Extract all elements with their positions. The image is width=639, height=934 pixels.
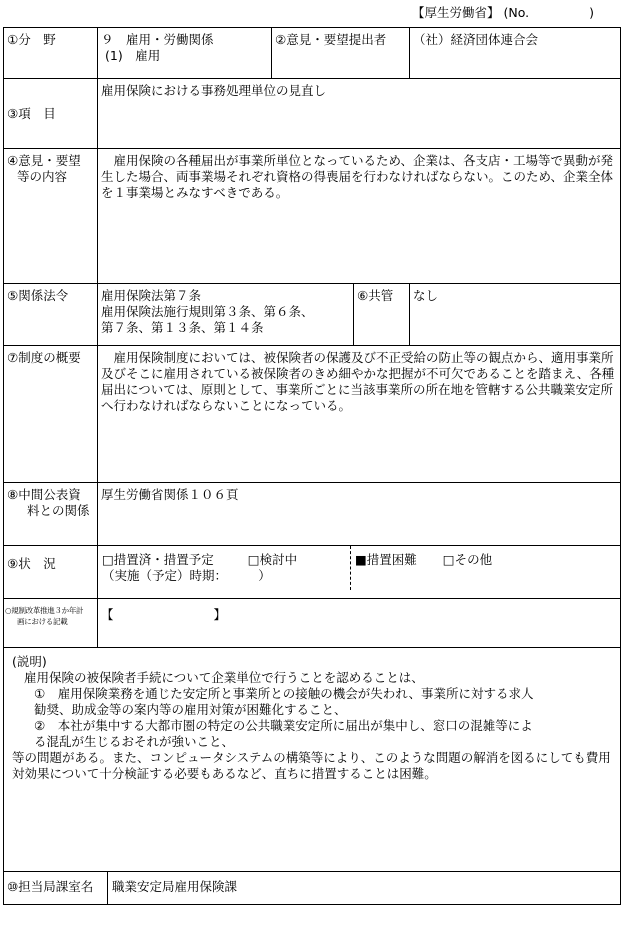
status-label: ⑨状 況	[4, 546, 98, 599]
interim-label-line2: 料との関係	[27, 503, 90, 518]
request-label-line1: ④意見・要望	[7, 153, 81, 168]
status-left	[98, 546, 351, 590]
interim-value: 厚生労働省関係１０６頁	[98, 483, 621, 546]
request-form-table	[3, 27, 621, 905]
plan-value: 【 】	[98, 599, 621, 648]
interim-label	[4, 483, 98, 546]
plan-label	[4, 599, 98, 648]
row-status	[4, 546, 621, 599]
laws-line1: 雇用保険法第７条	[101, 288, 202, 303]
status-option-done[interactable]: □措置済・措置予定	[102, 552, 214, 567]
submitter-value: （社）経済団体連合会	[410, 28, 621, 79]
division-label: ⑩担当局課室名	[4, 872, 108, 904]
system-label: ⑦制度の概要	[4, 346, 98, 483]
system-value: 雇用保険制度においては、被保険者の保護及び不正受給の防止等の観点から、適用事業所及びそこに雇用されている被保険者のきめ細やかな把握が不可欠であることを踏まえ、各種届出については、原則として、事業所ごとに当該事業所の所在地を管轄する公共職業安定所へ行わなければならないことになっている。	[98, 346, 621, 483]
status-right	[351, 546, 620, 590]
field-value	[98, 28, 272, 79]
status-option-other[interactable]: □その他	[442, 552, 493, 567]
number-label: (No.	[503, 5, 530, 20]
explanation-cell	[4, 648, 621, 872]
row-plan	[4, 599, 621, 648]
item-label: ③項 目	[4, 79, 98, 149]
explanation-p4: 等の問題がある。また、コンピュータシステムの構築等により、このような問題の解消を図るにしても費用対効果について十分検証する必要もあるなど、直ちに措置することは困難。	[12, 750, 611, 781]
field-value-line2: (1) 雇用	[105, 48, 161, 63]
laws-value	[98, 284, 354, 346]
field-value-line1: ９ 雇用・労働関係	[101, 32, 214, 47]
row-explanation	[4, 648, 621, 872]
row-request	[4, 149, 621, 284]
status-schedule: （実施（予定）時期： ）	[102, 568, 271, 583]
status-option-difficult[interactable]: ■措置困難	[355, 552, 417, 567]
interim-label-line1: ⑧中間公表資	[7, 487, 81, 502]
row-interim	[4, 483, 621, 546]
laws-line2: 雇用保険法施行規則第３条、第６条、	[101, 304, 314, 319]
plan-label-line1: ○規制改革推進３か年計	[5, 606, 84, 615]
submitter-label: ②意見・要望提出者	[272, 28, 410, 79]
laws-line3: 第７条、第１３条、第１４条	[101, 320, 264, 335]
ministry-label: 【厚生労働省】	[412, 5, 500, 20]
document-header	[412, 3, 594, 21]
number-close: )	[589, 5, 595, 20]
row-division	[4, 872, 621, 905]
explanation-heading: (説明)	[12, 654, 47, 669]
request-label	[4, 149, 98, 284]
jointly-value: なし	[410, 284, 621, 346]
division-cell	[4, 872, 621, 905]
row-laws	[4, 284, 621, 346]
row-field	[4, 28, 621, 79]
request-label-line2: 等の内容	[17, 169, 68, 184]
explanation-p3b: る混乱が生じるおそれが強いこと、	[34, 734, 235, 749]
explanation-p2a: ① 雇用保険業務を通じた安定所と事業所との接触の機会が失われ、事業所に対する求人	[34, 686, 534, 701]
laws-label: ⑤関係法令	[4, 284, 98, 346]
division-value: 職業安定局雇用保険課	[112, 879, 238, 894]
status-option-review[interactable]: □検討中	[247, 552, 298, 567]
field-label: ①分 野	[4, 28, 98, 79]
plan-label-line2: 画における記載	[17, 617, 68, 626]
explanation-p2b: 勧奨、助成金等の案内等の雇用対策が困難化すること、	[34, 702, 347, 717]
request-value: 雇用保険の各種届出が事業所単位となっているため、企業は、各支店・工場等で異動が発生した場合、両事業場それぞれ資格の得喪届を行わなければならない。このため、企業全体を１事業場とみなすべきである。	[98, 149, 621, 284]
status-cell	[98, 546, 621, 599]
row-system	[4, 346, 621, 483]
explanation-p1: 雇用保険の被保険者手続について企業単位で行うことを認めることは、	[24, 670, 424, 685]
row-item	[4, 79, 621, 149]
item-value: 雇用保険における事務処理単位の見直し	[98, 79, 621, 149]
jointly-label: ⑥共管	[354, 284, 410, 346]
explanation-p3a: ② 本社が集中する大都市圏の特定の公共職業安定所に届出が集中し、窓口の混雑等によ	[34, 718, 533, 733]
